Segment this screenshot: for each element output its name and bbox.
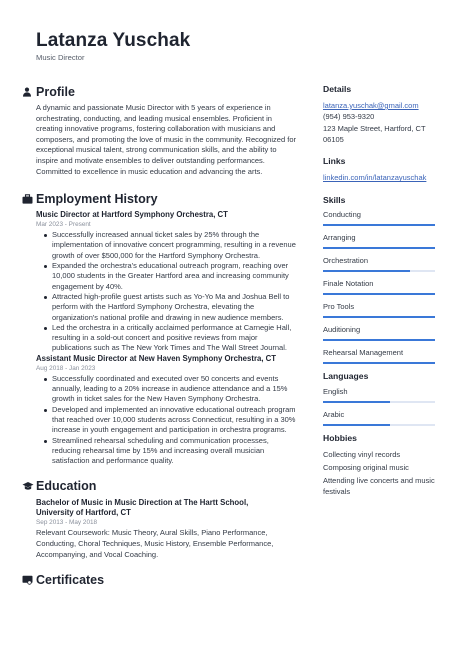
hobby-item: Attending live concerts and music festivals — [323, 476, 435, 497]
skills-section — [323, 195, 453, 364]
job-bullets — [22, 374, 298, 467]
profile-text: A dynamic and passionate Music Director with 5 years of experience in orchestrating, conducting, and leading musical ensembles. Proficient in creating innovative programs, fostering collaboration with musicians and composers, and promoting the love of music in the community. Recognized for exceptional musical talent, strong communication skills, and the ability to inspire and motivate ensembles to deliver outstanding performances. Committed to excellence in music education and advancing the arts. — [36, 103, 296, 176]
certificate-icon — [22, 575, 35, 585]
skill-item — [323, 210, 453, 226]
job-bullet: Successfully increased annual ticket sales by 25% through the implementation of innovative concert programming, resulting in a revenue growth of over $500,000 for the Hartford Symphony Orchestra. — [52, 230, 298, 261]
language-level-bar — [323, 424, 435, 427]
skill-level-bar — [323, 362, 435, 365]
details-section — [323, 84, 453, 145]
job-dates: Aug 2018 - Jan 2023 — [36, 364, 96, 372]
languages-list — [323, 387, 453, 426]
profile-section — [22, 84, 298, 177]
candidate-name: Latanza Yuschak — [36, 30, 191, 51]
skill-level-fill — [323, 316, 435, 319]
language-level-fill — [323, 401, 390, 404]
briefcase-icon — [22, 194, 35, 204]
employment-heading — [22, 191, 298, 207]
skill-item — [323, 256, 453, 272]
education-entry — [22, 498, 298, 560]
sidebar — [323, 84, 453, 498]
coursework-text: Relevant Coursework: Music Theory, Aural Skills, Piano Performance, Conducting, Choral Techniques, Music History, Ensemble Performance, Accompanying, and Vocal Coaching. — [36, 528, 274, 559]
skill-name: Conducting — [323, 210, 361, 220]
job-dates: Mar 2023 - Present — [36, 221, 91, 229]
language-level-bar — [323, 401, 435, 404]
skill-name: Pro Tools — [323, 302, 355, 312]
skill-name: Finale Notation — [323, 279, 374, 289]
job-bullet: Developed and implemented an innovative educational outreach program that reached over 10,000 students across Connecticut, resulting in a 30% increase in youth engagement and participation in orchestra programs. — [52, 405, 298, 436]
certificates-title: Certificates — [36, 573, 105, 588]
certificates-heading — [22, 572, 298, 588]
skill-level-fill — [323, 247, 435, 250]
certificates-section — [22, 572, 298, 588]
person-icon — [22, 87, 35, 97]
job-bullet: Attracted high-profile guest artists such as Yo-Yo Ma and Joshua Bell to perform with the Hartford Symphony Orchestra, elevating the organization's national profile and drawing in new audience members. — [52, 292, 298, 323]
skill-item — [323, 279, 453, 295]
job-bullets — [22, 230, 298, 354]
details-title: Details — [323, 84, 352, 94]
skill-level-fill — [323, 224, 435, 227]
language-item — [323, 387, 453, 403]
degree-line-2: University of Hartford, CT — [36, 508, 131, 518]
skill-level-bar — [323, 339, 435, 342]
education-heading — [22, 478, 298, 494]
email-link[interactable]: latanza.yuschak@gmail.com — [323, 101, 419, 110]
hobby-item: Composing original music — [323, 463, 409, 473]
employment-section — [22, 191, 298, 466]
skill-level-fill — [323, 270, 410, 273]
language-name: English — [323, 387, 348, 397]
job-bullet: Streamlined rehearsal scheduling and communication processes, reducing rehearsal time by 15% and increasing overall musician satisfaction and performance quality. — [52, 436, 298, 467]
profile-title: Profile — [36, 85, 75, 99]
address-line-2: 06105 — [323, 134, 344, 144]
skills-list — [323, 210, 453, 364]
skill-level-bar — [323, 270, 435, 273]
skills-title: Skills — [323, 195, 346, 206]
skill-name: Rehearsal Management — [323, 348, 404, 358]
resume-header — [36, 30, 190, 62]
skill-item — [323, 233, 453, 249]
phone-number: (954) 953-9320 — [323, 112, 375, 122]
job-bullet: Successfully coordinated and executed over 50 concerts and events annually, leading to a 20% increase in audience attendance and a 15% growth in ticket sales for the New Haven Symphony Orchestra. — [52, 374, 298, 405]
address-line-1: 123 Maple Street, Hartford, CT — [323, 123, 426, 133]
job-title: Music Director at Hartford Symphony Orchestra, CT — [36, 210, 228, 220]
skill-level-fill — [323, 293, 435, 296]
hobbies-list — [323, 449, 453, 497]
skill-level-fill — [323, 362, 435, 365]
skill-item — [323, 348, 453, 364]
skill-level-bar — [323, 247, 435, 250]
job-bullet: Led the orchestra in a critically acclaimed performance at Carnegie Hall, resulting in a sold-out concert and positive reviews from major publications such as The New York Times and The Wall Street Journal. — [52, 323, 298, 354]
education-dates: Sep 2013 - May 2018 — [36, 519, 98, 527]
language-name: Arabic — [323, 410, 345, 420]
links-title: Links — [323, 156, 346, 167]
skill-level-fill — [323, 339, 435, 342]
skill-name: Arranging — [323, 233, 356, 243]
skill-level-bar — [323, 316, 435, 319]
job-bullet: Expanded the orchestra's educational outreach program, reaching over 10,000 students in the Greater Hartford area and increasing community engagement by 40%. — [52, 261, 298, 292]
language-item — [323, 410, 453, 426]
profile-heading — [22, 84, 298, 100]
languages-section — [323, 371, 453, 426]
hobbies-title: Hobbies — [323, 433, 357, 444]
job-title: Assistant Music Director at New Haven Symphony Orchestra, CT — [36, 353, 277, 363]
language-level-fill — [323, 424, 390, 427]
graduation-cap-icon — [22, 481, 35, 491]
skill-level-bar — [323, 224, 435, 227]
skill-level-bar — [323, 293, 435, 296]
job-entry — [22, 354, 298, 467]
education-title: Education — [36, 479, 97, 494]
employment-title: Employment History — [36, 192, 158, 207]
candidate-role: Music Director — [36, 53, 85, 62]
links-section — [323, 156, 453, 183]
education-section — [22, 478, 298, 560]
skill-name: Auditioning — [323, 325, 361, 335]
hobby-item: Collecting vinyl records — [323, 450, 401, 460]
skill-item — [323, 325, 453, 341]
skill-item — [323, 302, 453, 318]
degree-line-1: Bachelor of Music in Music Direction at The Hartt School, — [36, 498, 249, 508]
languages-title: Languages — [323, 371, 369, 382]
job-entry — [22, 210, 298, 354]
linkedin-link[interactable]: linkedin.com/in/latanzayuschak — [323, 173, 427, 183]
main-column — [22, 84, 298, 588]
skill-name: Orchestration — [323, 256, 369, 266]
hobbies-section — [323, 433, 453, 497]
